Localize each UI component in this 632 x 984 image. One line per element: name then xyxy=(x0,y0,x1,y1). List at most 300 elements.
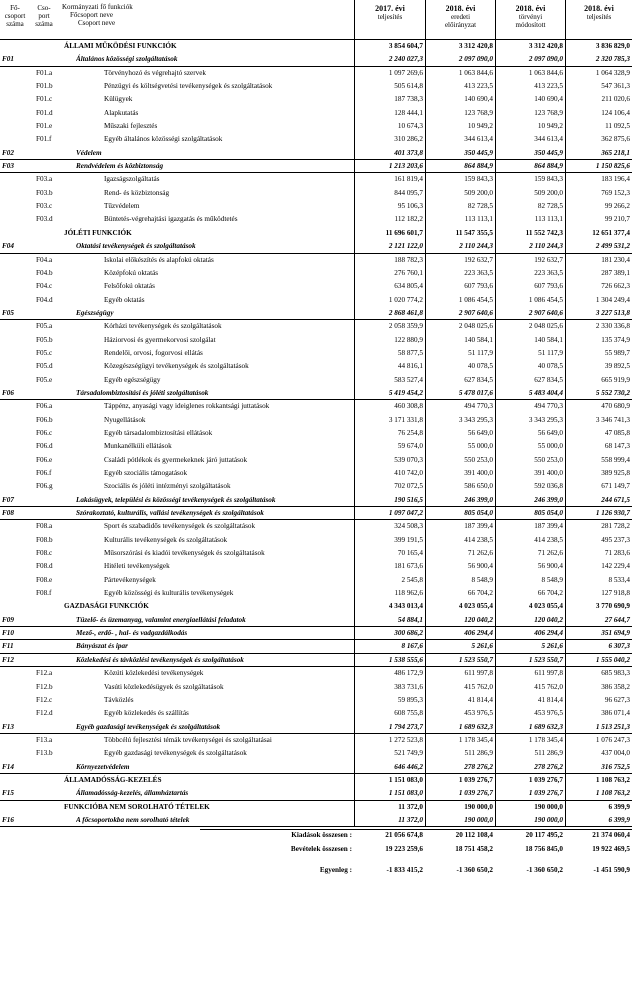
section-row xyxy=(0,774,632,787)
table-row xyxy=(0,734,632,747)
table-row xyxy=(0,320,632,333)
value-2018-teljesites: 386 358,2 xyxy=(565,681,632,694)
value-2017-teljesites: 583 527,4 xyxy=(354,374,425,387)
table-row xyxy=(0,280,632,293)
table-row xyxy=(0,400,632,413)
table-row xyxy=(0,80,632,93)
value-2018-eredeti: 413 223,5 xyxy=(425,80,495,93)
value-2017-teljesites: 188 782,3 xyxy=(354,254,425,267)
value-2018-eredeti: 82 728,5 xyxy=(425,200,495,213)
focsoport-code: F04 xyxy=(2,242,14,251)
value-2018-modositott: 10 949,2 xyxy=(495,120,565,133)
value-2017-teljesites: 3 171 331,8 xyxy=(354,414,425,427)
value-2018-modositott: 1 689 632,3 xyxy=(495,721,565,733)
value-2018-teljesites: 558 999,4 xyxy=(565,454,632,467)
value-2017-teljesites: 59 674,0 xyxy=(354,440,425,453)
table-row xyxy=(0,334,632,347)
value-2018-modositott: 190 000,0 xyxy=(495,814,565,826)
value-2018-eredeti: 2 110 244,3 xyxy=(425,240,495,252)
value-2018-eredeti: 1 039 276,7 xyxy=(425,787,495,799)
value-2018-modositott: 187 399,4 xyxy=(495,520,565,533)
function-name: Büntetés-végrehajtási igazgatás és működtetés xyxy=(104,215,238,224)
value-2018-eredeti: 5 261,6 xyxy=(425,640,495,652)
csoport-code: F03.a xyxy=(36,175,53,184)
total-2018-teljesites: 21 374 060,4 xyxy=(592,831,630,840)
table-row xyxy=(0,707,632,720)
value-2017-teljesites: 59 895,3 xyxy=(354,694,425,707)
csoport-code: F06.d xyxy=(36,442,53,451)
value-2017-teljesites: 122 880,9 xyxy=(354,334,425,347)
csoport-code: F01.b xyxy=(36,82,53,91)
value-2018-eredeti: 3 312 420,8 xyxy=(425,40,495,53)
value-2017-teljesites: 460 308,8 xyxy=(354,400,425,413)
value-2018-teljesites: 316 752,5 xyxy=(565,761,632,773)
function-name: Műszaki fejlesztés xyxy=(104,122,158,131)
value-2017-teljesites: 521 749,9 xyxy=(354,747,425,760)
focsoport-code: F01 xyxy=(2,55,14,64)
focsoport-code: F09 xyxy=(2,615,14,624)
value-2018-eredeti: 11 547 355,5 xyxy=(425,227,495,240)
focsoport-code xyxy=(2,374,30,387)
value-2018-modositott: 550 253,0 xyxy=(495,454,565,467)
csoport-code: F12.c xyxy=(36,695,53,704)
col1a: 2017. évi xyxy=(375,4,405,13)
csoport-code xyxy=(36,640,66,652)
focsoport-code xyxy=(2,93,30,106)
table-row xyxy=(0,133,632,146)
value-2018-teljesites: 8 533,4 xyxy=(565,574,632,587)
value-2017-teljesites: 1 794 273,7 xyxy=(354,721,425,733)
total-2018-teljesites: 19 922 469,5 xyxy=(592,844,630,853)
value-2017-teljesites: 4 343 013,4 xyxy=(354,600,425,613)
value-2018-teljesites: 351 694,9 xyxy=(565,627,632,639)
col4b: teljesítés xyxy=(586,13,612,21)
table-row xyxy=(0,560,632,573)
value-2018-eredeti: 246 399,0 xyxy=(425,494,495,506)
focsoport-code xyxy=(2,801,30,814)
totals-block xyxy=(0,829,632,878)
csoport-code: F01.c xyxy=(36,95,53,104)
focsoport-code xyxy=(2,267,30,280)
value-2017-teljesites: 5 419 454,2 xyxy=(354,387,425,399)
value-2018-eredeti: 10 949,2 xyxy=(425,120,495,133)
function-name: Műsorszórási és kiadói tevékenységek és szolgáltatások xyxy=(104,549,265,558)
focsoport-code: F10 xyxy=(2,629,14,638)
value-2018-eredeti: 51 117,9 xyxy=(425,347,495,360)
value-2018-eredeti: 8 548,9 xyxy=(425,574,495,587)
csoport-code xyxy=(36,387,66,399)
function-name: Rendelői, orvosi, fogorvosi ellátás xyxy=(104,348,203,357)
function-name: Tűzvédelem xyxy=(104,202,140,211)
table-row xyxy=(0,67,632,80)
function-name: Munkanélküli ellátások xyxy=(104,442,172,451)
focsoport-code xyxy=(2,200,30,213)
value-2018-modositott: 1 039 276,7 xyxy=(495,774,565,787)
focsoport-code xyxy=(2,520,30,533)
csoport-code: F04.a xyxy=(36,255,53,264)
value-2018-modositott: 2 907 640,6 xyxy=(495,307,565,319)
value-2018-teljesites: 470 680,9 xyxy=(565,400,632,413)
value-2017-teljesites: 539 070,3 xyxy=(354,454,425,467)
value-2018-teljesites: 1 555 040,2 xyxy=(565,654,632,666)
value-2018-teljesites: 1 108 763,2 xyxy=(565,774,632,787)
focsoport-code xyxy=(2,427,30,440)
value-2017-teljesites: 76 254,8 xyxy=(354,427,425,440)
value-2018-eredeti: 511 286,9 xyxy=(425,747,495,760)
focsoport-code: F16 xyxy=(2,815,14,824)
csoport-code xyxy=(36,614,66,626)
focsoport-code xyxy=(2,454,30,467)
total-2017-teljesites: -1 833 415,2 xyxy=(386,866,423,875)
value-2018-teljesites: 124 106,4 xyxy=(565,107,632,120)
value-2017-teljesites: 1 272 523,8 xyxy=(354,734,425,747)
table-row xyxy=(0,694,632,707)
csoport-code: F12.d xyxy=(36,709,53,718)
total-2018-eredeti: 18 751 458,2 xyxy=(455,844,493,853)
value-2018-teljesites: 211 020,6 xyxy=(565,93,632,106)
value-2018-teljesites: 281 728,2 xyxy=(565,520,632,533)
focsoport-code xyxy=(2,280,30,293)
csoport-code xyxy=(36,160,66,172)
function-name: ÁLLAMADÓSSÁG-KEZELÉS xyxy=(64,775,162,784)
table-row xyxy=(0,440,632,453)
csoport-code: F13.a xyxy=(36,735,53,744)
value-2017-teljesites: 95 106,3 xyxy=(354,200,425,213)
table-row xyxy=(0,294,632,307)
csoport-code xyxy=(36,307,66,319)
focsoport-code xyxy=(2,400,30,413)
value-2018-teljesites: 47 085,8 xyxy=(565,427,632,440)
section-row xyxy=(0,227,632,240)
value-2018-modositott: 140 690,4 xyxy=(495,93,565,106)
total-row xyxy=(0,829,632,843)
function-name: Többcélú fejlesztési témák tevékenységei és szolgáltatásai xyxy=(104,735,272,744)
table-row xyxy=(0,454,632,467)
value-2018-teljesites: 365 218,1 xyxy=(565,147,632,159)
table-row xyxy=(0,547,632,560)
group-row xyxy=(0,387,632,400)
value-2018-eredeti: 5 478 017,6 xyxy=(425,387,495,399)
focsoport-code xyxy=(2,774,30,787)
group-row xyxy=(0,240,632,253)
focsoport-code xyxy=(2,187,30,200)
value-2018-teljesites: 2 330 336,8 xyxy=(565,320,632,333)
value-2017-teljesites: 324 508,3 xyxy=(354,520,425,533)
function-name: Közlekedési és távközlési tevékenységek és szolgáltatások xyxy=(76,655,244,664)
function-name: Pártevékenységek xyxy=(104,575,156,584)
focsoport-code xyxy=(2,681,30,694)
group-row xyxy=(0,761,632,774)
focsoport-code: F14 xyxy=(2,762,14,771)
focsoport-code: F13 xyxy=(2,722,14,731)
value-2017-teljesites: 118 962,6 xyxy=(354,587,425,600)
function-name: Igazságszolgáltatás xyxy=(104,175,160,184)
value-2018-eredeti: 2 097 090,0 xyxy=(425,53,495,65)
value-2018-teljesites: 671 149,7 xyxy=(565,480,632,493)
value-2018-modositott: 627 834,5 xyxy=(495,374,565,387)
value-2018-eredeti: 187 399,4 xyxy=(425,520,495,533)
value-2018-modositott: 391 400,0 xyxy=(495,467,565,480)
group-row xyxy=(0,307,632,320)
function-name: Táppénz, anyasági vagy ideiglenes rokkantsági juttatások xyxy=(104,402,270,411)
focsoport-code xyxy=(2,107,30,120)
function-name: FUNKCIÓBA NEM SOROLHATÓ TÉTELEK xyxy=(64,802,210,811)
header-csoport: Cso-port száma xyxy=(35,4,53,28)
value-2018-modositott: 56 649,0 xyxy=(495,427,565,440)
csoport-code xyxy=(36,40,66,53)
value-2018-teljesites: 665 919,9 xyxy=(565,374,632,387)
value-2018-teljesites: 142 229,4 xyxy=(565,560,632,573)
csoport-code: F05.d xyxy=(36,362,53,371)
header-col-2018-teljesites xyxy=(565,0,632,40)
function-name: Közegészségügyi tevékenységek és szolgáltatások xyxy=(104,362,249,371)
table-row xyxy=(0,360,632,373)
value-2018-eredeti: 350 445,9 xyxy=(425,147,495,159)
table-row xyxy=(0,213,632,226)
group-row xyxy=(0,787,632,800)
value-2017-teljesites: 2 240 027,3 xyxy=(354,53,425,65)
table-body xyxy=(0,40,632,827)
value-2018-modositott: 453 976,5 xyxy=(495,707,565,720)
value-2018-modositott: 592 036,8 xyxy=(495,480,565,493)
function-name: Általános közösségi szolgáltatások xyxy=(76,55,178,64)
focsoport-code xyxy=(2,694,30,707)
value-2018-eredeti: 627 834,5 xyxy=(425,374,495,387)
value-2017-teljesites: 486 172,9 xyxy=(354,667,425,680)
focsoport-code: F15 xyxy=(2,789,14,798)
csoport-code: F08.b xyxy=(36,535,53,544)
value-2018-teljesites: 726 662,3 xyxy=(565,280,632,293)
focsoport-code xyxy=(2,467,30,480)
function-name: Sport és szabadidős tevékenységek és szolgáltatások xyxy=(104,522,256,531)
value-2018-modositott: 123 768,9 xyxy=(495,107,565,120)
csoport-code: F08.f xyxy=(36,589,52,598)
col3a: 2018. évi xyxy=(515,4,546,13)
header-functions xyxy=(62,3,133,27)
focsoport-code xyxy=(2,574,30,587)
function-name: Védelem xyxy=(76,148,102,157)
group-row xyxy=(0,507,632,520)
value-2018-eredeti: 607 793,6 xyxy=(425,280,495,293)
value-2018-eredeti: 55 000,0 xyxy=(425,440,495,453)
focsoport-code xyxy=(2,560,30,573)
table-row xyxy=(0,254,632,267)
focsoport-code: F07 xyxy=(2,495,14,504)
table-row xyxy=(0,200,632,213)
value-2017-teljesites: 58 877,5 xyxy=(354,347,425,360)
total-2018-modositott: 20 117 495,2 xyxy=(525,831,563,840)
function-name: Egyéb közlekedés és szállítás xyxy=(104,709,189,718)
value-2018-modositott: 8 548,9 xyxy=(495,574,565,587)
value-2018-teljesites: 5 552 730,2 xyxy=(565,387,632,399)
value-2018-eredeti: 1 039 276,7 xyxy=(425,774,495,787)
csoport-code xyxy=(36,600,66,613)
function-name: Egyéb oktatás xyxy=(104,295,145,304)
section-row xyxy=(0,600,632,613)
csoport-code: F05.b xyxy=(36,335,53,344)
group-row xyxy=(0,147,632,160)
value-2017-teljesites: 608 755,8 xyxy=(354,707,425,720)
total-2017-teljesites: 19 223 259,6 xyxy=(385,844,423,853)
header-focsoport: Fő-csoport száma xyxy=(4,4,26,28)
col2c: előirányzat xyxy=(444,21,477,29)
value-2017-teljesites: 112 182,2 xyxy=(354,213,425,226)
value-2018-eredeti: 406 294,4 xyxy=(425,627,495,639)
table-row xyxy=(0,414,632,427)
value-2017-teljesites: 2 545,8 xyxy=(354,574,425,587)
value-2018-modositott: 55 000,0 xyxy=(495,440,565,453)
total-label: Kiadások összesen : xyxy=(291,831,352,840)
value-2017-teljesites: 187 738,3 xyxy=(354,93,425,106)
table-row xyxy=(0,534,632,547)
table-row xyxy=(0,747,632,760)
total-2018-teljesites: -1 451 590,9 xyxy=(593,866,630,875)
value-2017-teljesites: 844 095,7 xyxy=(354,187,425,200)
value-2017-teljesites: 1 213 203,6 xyxy=(354,160,425,172)
csoport-code xyxy=(36,494,66,506)
function-name: Vasúti közlekedésügyek és szolgáltatások xyxy=(104,682,224,691)
value-2018-eredeti: 1 063 844,6 xyxy=(425,67,495,80)
csoport-code xyxy=(36,627,66,639)
function-name: Nyugellátások xyxy=(104,415,146,424)
header-kf2: Főcsoport neve xyxy=(70,11,113,19)
value-2018-teljesites: 287 389,1 xyxy=(565,267,632,280)
group-row xyxy=(0,640,632,653)
csoport-code: F03.b xyxy=(36,188,53,197)
csoport-code xyxy=(36,787,66,799)
csoport-code: F01.d xyxy=(36,108,53,117)
value-2018-eredeti: 3 343 295,3 xyxy=(425,414,495,427)
group-row xyxy=(0,627,632,640)
value-2018-modositott: 192 632,7 xyxy=(495,254,565,267)
value-2018-eredeti: 494 770,3 xyxy=(425,400,495,413)
function-name: Rendvédelem és közbiztonság xyxy=(76,162,164,171)
value-2018-eredeti: 159 843,3 xyxy=(425,173,495,186)
function-name: Egyéb általános közösségi szolgáltatások xyxy=(104,135,223,144)
focsoport-code xyxy=(2,480,30,493)
focsoport-code xyxy=(2,227,30,240)
value-2018-modositott: 3 312 420,8 xyxy=(495,40,565,53)
csoport-code xyxy=(36,721,66,733)
value-2018-teljesites: 6 399,9 xyxy=(565,814,632,826)
focsoport-code xyxy=(2,414,30,427)
function-name: Mező-, erdő- , hal- és vadgazdálkodás xyxy=(76,629,188,638)
header-col-2018-eredeti xyxy=(425,0,495,40)
value-2018-teljesites: 127 918,8 xyxy=(565,587,632,600)
value-2018-modositott: 414 238,5 xyxy=(495,534,565,547)
table-row xyxy=(0,374,632,387)
value-2018-modositott: 5 261,6 xyxy=(495,640,565,652)
table-row xyxy=(0,427,632,440)
value-2018-modositott: 1 086 454,5 xyxy=(495,294,565,307)
group-row xyxy=(0,654,632,667)
table-row xyxy=(0,520,632,533)
header-kf1: Kormányzati fő funkciók xyxy=(62,3,133,11)
function-name: ÁLLAMI MŰKÖDÉSI FUNKCIÓK xyxy=(64,42,177,50)
value-2017-teljesites: 11 372,0 xyxy=(354,801,425,814)
value-2017-teljesites: 44 816,1 xyxy=(354,360,425,373)
csoport-code: F04.b xyxy=(36,268,53,277)
table-row xyxy=(0,120,632,133)
value-2017-teljesites: 54 884,1 xyxy=(354,614,425,626)
value-2017-teljesites: 11 372,0 xyxy=(354,814,425,826)
csoport-code xyxy=(36,761,66,773)
value-2018-teljesites: 6 307,3 xyxy=(565,640,632,652)
value-2018-modositott: 2 097 090,0 xyxy=(495,53,565,65)
focsoport-code xyxy=(2,133,30,146)
value-2018-modositott: 413 223,5 xyxy=(495,80,565,93)
value-2018-modositott: 66 704,2 xyxy=(495,587,565,600)
value-2018-eredeti: 805 054,0 xyxy=(425,507,495,519)
function-name: Lakásügyek, települési és közösségi tevékenységek és szolgáltatások xyxy=(76,495,276,504)
value-2018-modositott: 4 023 055,4 xyxy=(495,600,565,613)
value-2018-teljesites: 2 320 785,3 xyxy=(565,53,632,65)
csoport-code: F05.c xyxy=(36,348,53,357)
function-name: Távközlés xyxy=(104,695,134,704)
csoport-code: F05.a xyxy=(36,322,53,331)
focsoport-code xyxy=(2,80,30,93)
value-2017-teljesites: 1 151 083,0 xyxy=(354,774,425,787)
table-row xyxy=(0,107,632,120)
function-name: Szociális és jóléti intézményi szolgáltatások xyxy=(104,482,231,491)
total-row xyxy=(0,864,632,878)
value-2018-eredeti: 1 178 345,4 xyxy=(425,734,495,747)
value-2018-modositott: 41 814,4 xyxy=(495,694,565,707)
value-2017-teljesites: 70 165,4 xyxy=(354,547,425,560)
value-2017-teljesites: 2 121 122,0 xyxy=(354,240,425,252)
value-2017-teljesites: 1 020 774,2 xyxy=(354,294,425,307)
value-2017-teljesites: 1 151 083,0 xyxy=(354,787,425,799)
value-2018-modositott: 2 048 025,6 xyxy=(495,320,565,333)
value-2018-modositott: 40 078,5 xyxy=(495,360,565,373)
csoport-code: F04.c xyxy=(36,282,53,291)
value-2017-teljesites: 181 673,6 xyxy=(354,560,425,573)
value-2017-teljesites: 399 191,5 xyxy=(354,534,425,547)
value-2017-teljesites: 1 097 269,6 xyxy=(354,67,425,80)
csoport-code: F08.e xyxy=(36,575,53,584)
value-2018-teljesites: 1 304 249,4 xyxy=(565,294,632,307)
csoport-code: F08.a xyxy=(36,522,53,531)
section-row xyxy=(0,40,632,53)
group-row xyxy=(0,494,632,507)
value-2018-eredeti: 344 613,4 xyxy=(425,133,495,146)
value-2017-teljesites: 383 731,6 xyxy=(354,681,425,694)
function-name: A főcsoportokba nem sorolható tételek xyxy=(76,815,190,824)
col3b: törvényi xyxy=(518,13,543,21)
value-2018-eredeti: 190 000,0 xyxy=(425,801,495,814)
total-label: Egyenleg : xyxy=(319,866,352,875)
value-2017-teljesites: 1 538 555,6 xyxy=(354,654,425,666)
value-2017-teljesites: 2 868 461,8 xyxy=(354,307,425,319)
value-2017-teljesites: 8 167,6 xyxy=(354,640,425,652)
value-2018-modositott: 805 054,0 xyxy=(495,507,565,519)
section-row xyxy=(0,801,632,814)
value-2018-eredeti: 41 814,4 xyxy=(425,694,495,707)
value-2018-eredeti: 391 400,0 xyxy=(425,467,495,480)
value-2018-teljesites: 181 230,4 xyxy=(565,254,632,267)
value-2018-teljesites: 769 152,3 xyxy=(565,187,632,200)
value-2018-teljesites: 3 227 513,8 xyxy=(565,307,632,319)
value-2018-teljesites: 3 346 741,3 xyxy=(565,414,632,427)
focsoport-code xyxy=(2,173,30,186)
function-name: Államadósság-kezelés, államháztartás xyxy=(76,789,189,798)
function-name: Környezetvédelem xyxy=(76,762,130,771)
value-2017-teljesites: 634 805,4 xyxy=(354,280,425,293)
table-row xyxy=(0,187,632,200)
value-2018-modositott: 246 399,0 xyxy=(495,494,565,506)
focsoport-code: F08 xyxy=(2,509,14,518)
table-row xyxy=(0,681,632,694)
